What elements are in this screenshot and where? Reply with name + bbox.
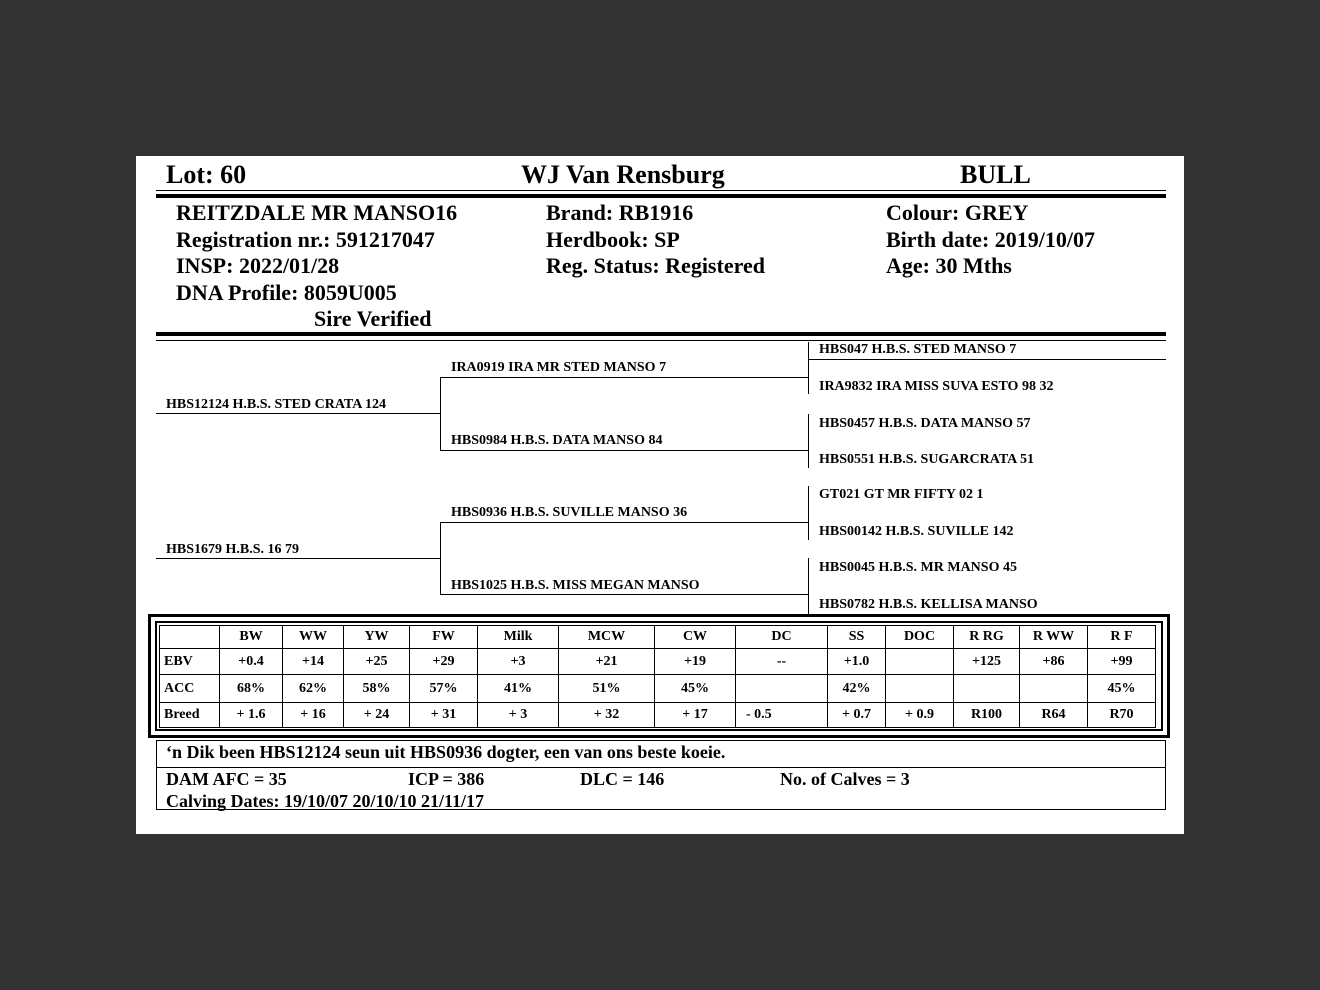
birth-date: Birth date: 2019/10/07 [886,226,1095,252]
ebv-cell: +29 [410,649,478,675]
pedigree-connector [440,523,441,595]
acc-cell: 42% [828,675,886,703]
ebv-cell: +1.0 [828,649,886,675]
age: Age: 30 Mths [886,253,1012,278]
pedigree-gen3-4: HBS0551 H.B.S. SUGARCRATA 51 [819,452,1034,467]
breed-cell: + 24 [344,703,410,728]
registration-status: Reg. Status: Registered [546,253,765,278]
dam-afc: DAM AFC = 35 [166,769,287,789]
pedigree-connector [440,377,441,451]
dam-number-of-calves: No. of Calves = 3 [780,769,910,789]
ebv-header-cell: CW [655,626,736,649]
breed-cell: + 0.7 [828,703,886,728]
animal-info-middle [546,200,765,280]
acc-row-label: ACC [160,675,220,703]
ebv-cell: +3 [478,649,559,675]
pedigree-line [440,522,808,523]
acc-cell [1020,675,1088,703]
breed-cell: + 31 [410,703,478,728]
acc-row [160,675,1156,703]
breeder-name: WJ Van Rensburg [521,160,725,189]
breed-cell: + 0.9 [886,703,954,728]
brand: Brand: RB1916 [546,200,694,225]
animal-info-left [176,200,457,333]
breed-cell: + 3 [478,703,559,728]
ebv-table [159,625,1156,728]
ebv-header-cell: YW [344,626,410,649]
pedigree-dam-dam: HBS1025 H.B.S. MISS MEGAN MANSO [451,578,700,593]
ebv-header-cell: SS [828,626,886,649]
breed-cell: + 16 [283,703,344,728]
acc-cell [736,675,828,703]
pedigree-line [156,413,440,414]
calving-dates: Calving Dates: 19/10/07 20/10/10 21/11/17 [166,791,485,811]
header-rule-thin [156,190,1166,191]
ebv-cell: +21 [559,649,655,675]
sire-verified: Sire Verified [314,306,432,331]
ebv-header-cell: Milk [478,626,559,649]
acc-cell [886,675,954,703]
header-rule-thick [156,194,1166,198]
summary-divider [157,767,1165,768]
pedigree-sire-dam: HBS0984 H.B.S. DATA MANSO 84 [451,433,663,448]
ebv-header-cell: DOC [886,626,954,649]
ebv-header-cell: R WW [1020,626,1088,649]
pedigree-dam-sire: HBS0936 H.B.S. SUVILLE MANSO 36 [451,505,688,520]
ebv-cell: +0.4 [220,649,283,675]
acc-cell: 62% [283,675,344,703]
ebv-header-cell: R RG [954,626,1020,649]
acc-cell: 51% [559,675,655,703]
ebv-table-frame [148,614,1170,738]
ebv-header-row [160,626,1156,649]
acc-cell: 68% [220,675,283,703]
registration-number: Registration nr.: 591217047 [176,226,435,252]
animal-sex: BULL [960,160,1031,189]
pedigree-line [808,359,1166,360]
pedigree-line [440,377,808,378]
ebv-header-cell: DC [736,626,828,649]
colour: Colour: GREY [886,200,1029,225]
ebv-cell [886,649,954,675]
pedigree-connector [808,486,809,540]
pedigree-line [440,450,808,451]
acc-cell [954,675,1020,703]
breed-cell: - 0.5 [736,703,828,728]
ebv-cell: +19 [655,649,736,675]
comment: ‘n Dik been HBS12124 seun uit HBS0936 dogter, een van ons beste koeie. [166,742,726,762]
acc-cell: 58% [344,675,410,703]
ebv-cell: +99 [1088,649,1156,675]
dam-dlc: DLC = 146 [580,769,665,789]
ebv-header-cell: FW [410,626,478,649]
pedigree-connector [808,342,809,394]
pedigree-line [156,558,440,559]
breed-cell: R100 [954,703,1020,728]
ebv-cell: +14 [283,649,344,675]
breed-cell: + 17 [655,703,736,728]
breed-row [160,703,1156,728]
pedigree-gen3-7: HBS0045 H.B.S. MR MANSO 45 [819,560,1017,575]
dam-summary-box [156,740,1166,810]
acc-cell: 41% [478,675,559,703]
info-rule-thick [156,332,1166,336]
ebv-cell: +125 [954,649,1020,675]
breed-row-label: Breed [160,703,220,728]
pedigree-gen3-1: HBS047 H.B.S. STED MANSO 7 [819,342,1017,357]
lot-card [136,156,1184,834]
ebv-header-cell: BW [220,626,283,649]
info-rule-thin [156,340,1166,341]
acc-cell: 57% [410,675,478,703]
pedigree-sire: HBS12124 H.B.S. STED CRATA 124 [166,397,387,412]
ebv-cell: +25 [344,649,410,675]
pedigree-dam: HBS1679 H.B.S. 16 79 [166,542,300,557]
breed-cell: + 1.6 [220,703,283,728]
ebv-header-cell: WW [283,626,344,649]
pedigree-sire-sire: IRA0919 IRA MR STED MANSO 7 [451,360,667,375]
breed-cell: R64 [1020,703,1088,728]
pedigree-connector [808,558,809,614]
breed-cell: R70 [1088,703,1156,728]
pedigree-gen3-3: HBS0457 H.B.S. DATA MANSO 57 [819,416,1031,431]
acc-cell: 45% [1088,675,1156,703]
ebv-header-cell: R F [1088,626,1156,649]
dna-profile: DNA Profile: 8059U005 [176,279,397,305]
ebv-row [160,649,1156,675]
animal-info-right [886,200,1095,280]
ebv-header-cell [160,626,220,649]
inspection-date: INSP: 2022/01/28 [176,253,340,278]
pedigree-gen3-2: IRA9832 IRA MISS SUVA ESTO 98 32 [819,379,1054,394]
acc-cell: 45% [655,675,736,703]
ebv-header-cell: MCW [559,626,655,649]
ebv-cell: +86 [1020,649,1088,675]
dam-icp: ICP = 386 [408,769,485,789]
animal-name: REITZDALE MR MANSO16 [176,200,458,225]
pedigree-connector [808,414,809,468]
ebv-cell: -- [736,649,828,675]
pedigree-gen3-5: GT021 GT MR FIFTY 02 1 [819,487,984,502]
pedigree-gen3-8: HBS0782 H.B.S. KELLISA MANSO [819,597,1038,612]
breed-cell: + 32 [559,703,655,728]
pedigree-line [440,594,808,595]
ebv-row-label: EBV [160,649,220,675]
herdbook: Herdbook: SP [546,226,680,252]
lot-number: Lot: 60 [166,160,247,189]
pedigree-gen3-6: HBS00142 H.B.S. SUVILLE 142 [819,524,1014,539]
